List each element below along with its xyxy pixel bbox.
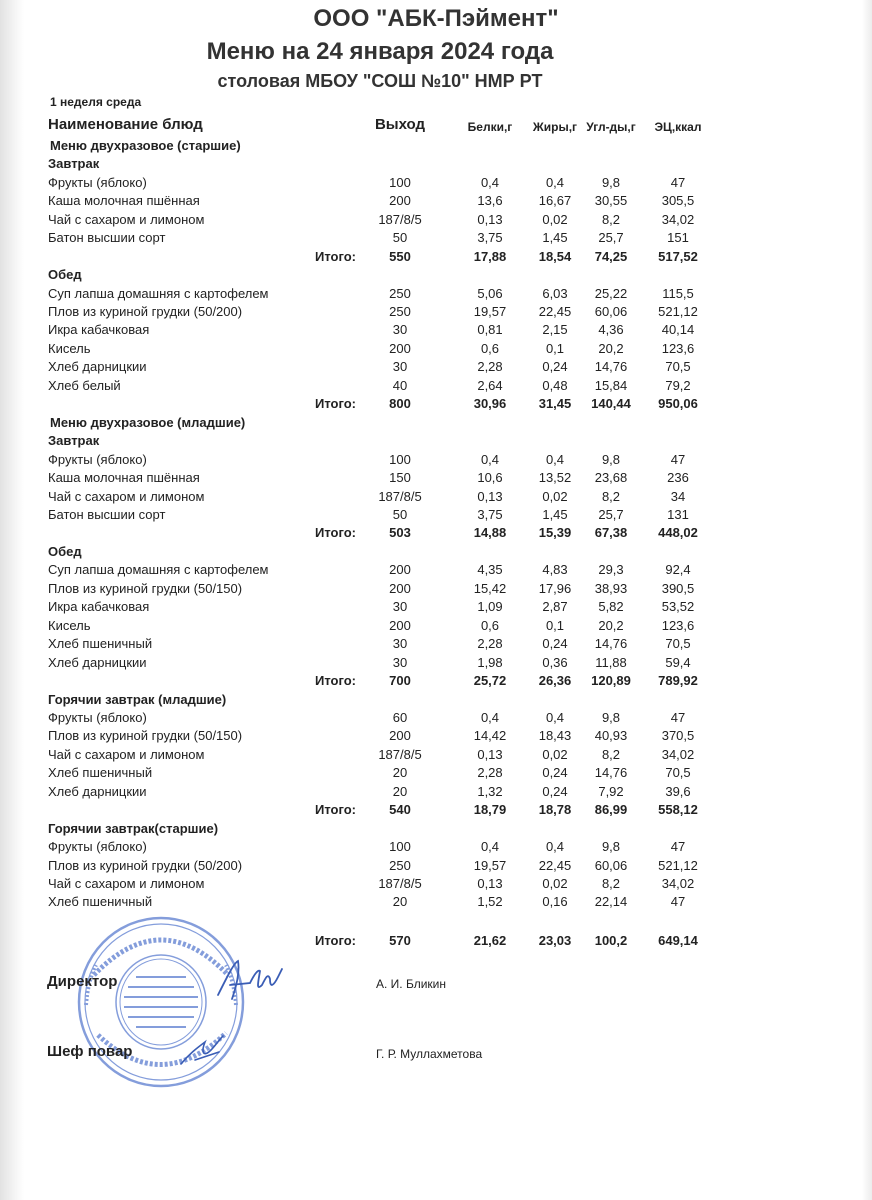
fat: 0,24: [542, 636, 568, 651]
director-title: Директор: [47, 973, 118, 990]
output: 250: [389, 858, 411, 873]
canteen-title: столовая МБОУ "СОШ №10" НМР РТ: [217, 71, 543, 91]
col-fat-header: Жиры,г: [532, 120, 578, 134]
table-row: [0, 174, 872, 192]
total-carbs: 86,99: [594, 802, 628, 817]
output: 100: [389, 452, 411, 467]
kcal: 34: [670, 489, 686, 504]
carbs: 30,55: [594, 193, 628, 208]
kcal: 521,12: [658, 304, 698, 319]
fat: 0,24: [542, 765, 568, 780]
total-output: 800: [389, 396, 411, 411]
kcal: 40,14: [661, 322, 695, 337]
fat: 1,45: [542, 230, 568, 245]
kcal: 390,5: [661, 581, 695, 596]
output: 60: [392, 710, 408, 725]
output: 20: [392, 765, 408, 780]
total-output: 540: [389, 802, 411, 817]
protein: 2,28: [477, 765, 503, 780]
kcal: 115,5: [662, 286, 694, 301]
group-title-text: Завтрак: [48, 433, 100, 448]
group-title: [0, 543, 872, 561]
fat: 0,1: [545, 618, 565, 633]
table-row: [0, 488, 872, 506]
table-row: [0, 580, 872, 598]
output: 30: [392, 359, 408, 374]
output: 100: [389, 175, 411, 190]
carbs: 11,88: [595, 655, 627, 670]
carbs: 14,76: [594, 636, 628, 651]
week-label: 1 неделя среда: [50, 95, 142, 109]
protein: 3,75: [477, 230, 503, 245]
dish-name: Суп лапша домашняя с картофелем: [48, 286, 269, 301]
kcal: 521,12: [658, 858, 698, 873]
carbs: 9,8: [601, 452, 621, 467]
col-output-header: Выход: [374, 116, 426, 133]
protein: 0,13: [477, 747, 503, 762]
carbs: 38,93: [594, 581, 628, 596]
carbs: 9,8: [601, 839, 621, 854]
col-carbs-header: Угл-ды,г: [586, 120, 636, 134]
output: 187/8/5: [378, 747, 422, 762]
kcal: 70,5: [665, 636, 691, 651]
table-row: [0, 857, 872, 875]
total-label: Итого:: [315, 933, 356, 948]
dish-name: Плов из куриной грудки (50/200): [48, 304, 243, 319]
group-title-text: Обед: [48, 544, 82, 559]
carbs: 60,06: [594, 304, 628, 319]
carbs: 5,82: [598, 599, 624, 614]
fat: 13,52: [538, 470, 572, 485]
output: 50: [392, 507, 408, 522]
total-protein: 18,79: [473, 802, 507, 817]
table-row: [0, 451, 872, 469]
total-fat: 18,78: [538, 802, 572, 817]
fat: 2,87: [542, 599, 568, 614]
group-title-text: Горячии завтрак (младшие): [48, 692, 227, 707]
dish-name: Кисель: [48, 618, 91, 633]
kcal: 70,5: [665, 359, 691, 374]
fat: 0,4: [545, 175, 565, 190]
carbs: 8,2: [601, 489, 621, 504]
dish-name: Плов из куриной грудки (50/200): [48, 858, 243, 873]
section-title: [0, 414, 872, 432]
kcal: 47: [670, 452, 686, 467]
total-carbs: 100,2: [594, 933, 628, 948]
fat: 0,02: [542, 212, 568, 227]
kcal: 53,52: [661, 599, 695, 614]
dish-name: Хлеб дарницкии: [48, 359, 147, 374]
total-carbs: 67,38: [594, 525, 628, 540]
output: 30: [392, 322, 408, 337]
company-title: ООО "АБК-Пэймент": [313, 5, 559, 32]
carbs: 40,93: [594, 728, 628, 743]
output: 200: [389, 193, 411, 208]
fat: 0,4: [545, 710, 565, 725]
total-row: [0, 248, 872, 266]
director-name: А. И. Бликин: [376, 977, 446, 991]
table-header: [0, 116, 872, 136]
output: 100: [389, 839, 411, 854]
protein: 0,4: [480, 175, 500, 190]
output: 40: [392, 378, 408, 393]
dish-name: Икра кабачковая: [48, 322, 150, 337]
total-label: Итого:: [315, 396, 356, 411]
fat: 0,24: [542, 784, 568, 799]
dish-name: Хлеб пшеничный: [48, 636, 153, 651]
table-row: [0, 746, 872, 764]
table-row: [0, 358, 872, 376]
dish-name: Фрукты (яблоко): [48, 710, 147, 725]
chef-name: Г. Р. Муллахметова: [376, 1047, 483, 1061]
total-label: Итого:: [315, 525, 356, 540]
dish-name: Суп лапша домашняя с картофелем: [48, 562, 269, 577]
total-protein: 30,96: [473, 396, 507, 411]
table-row: [0, 377, 872, 395]
carbs: 14,76: [594, 765, 628, 780]
carbs: 29,3: [598, 562, 624, 577]
table-row: [0, 469, 872, 487]
carbs: 20,2: [598, 618, 624, 633]
fat: 0,36: [542, 655, 568, 670]
kcal: 34,02: [661, 747, 695, 762]
protein: 0,81: [477, 322, 503, 337]
fat: 0,1: [545, 341, 565, 356]
kcal: 236: [667, 470, 689, 485]
total-fat: 15,39: [538, 525, 572, 540]
protein: 15,42: [473, 581, 507, 596]
carbs: 7,92: [598, 784, 624, 799]
output: 20: [392, 894, 408, 909]
kcal: 47: [670, 175, 686, 190]
dish-name: Чай с сахаром и лимоном: [48, 212, 205, 227]
output: 250: [389, 286, 411, 301]
kcal: 70,5: [665, 765, 691, 780]
carbs: 9,8: [601, 710, 621, 725]
dish-name: Фрукты (яблоко): [48, 175, 147, 190]
carbs: 8,2: [601, 747, 621, 762]
fat: 0,02: [542, 876, 568, 891]
fat: 18,43: [538, 728, 572, 743]
total-output: 570: [389, 933, 411, 948]
kcal: 34,02: [661, 876, 695, 891]
section-title-text: Меню двухразовое (младшие): [50, 415, 246, 430]
section-title: [0, 137, 872, 155]
protein: 1,32: [477, 784, 503, 799]
total-label: Итого:: [315, 802, 356, 817]
carbs: 4,36: [598, 322, 624, 337]
fat: 0,24: [542, 359, 568, 374]
dish-name: Каша молочная пшённая: [48, 193, 200, 208]
total-row: [0, 672, 872, 690]
table-row: [0, 321, 872, 339]
carbs: 22,14: [594, 894, 628, 909]
carbs: 15,84: [594, 378, 628, 393]
table-row: [0, 506, 872, 524]
table-row: [0, 192, 872, 210]
kcal: 59,4: [665, 655, 691, 670]
fat: 0,48: [542, 378, 568, 393]
carbs: 60,06: [594, 858, 628, 873]
total-output: 550: [389, 249, 411, 264]
total-row: [0, 395, 872, 413]
total-carbs: 120,89: [591, 673, 631, 688]
kcal: 92,4: [665, 562, 691, 577]
kcal: 47: [670, 894, 686, 909]
group-title: [0, 820, 872, 838]
protein: 2,64: [477, 378, 503, 393]
fat: 0,02: [542, 489, 568, 504]
carbs: 25,7: [598, 230, 624, 245]
table-row: [0, 617, 872, 635]
total-row: [0, 524, 872, 542]
kcal: 39,6: [665, 784, 691, 799]
carbs: 25,7: [598, 507, 624, 522]
kcal: 123,6: [661, 618, 695, 633]
kcal: 47: [670, 710, 686, 725]
kcal: 370,5: [661, 728, 695, 743]
dish-name: Хлеб пшеничный: [48, 894, 153, 909]
dish-name: Фрукты (яблоко): [48, 839, 147, 854]
table-row: [0, 893, 872, 911]
col-protein-header: Белки,г: [467, 120, 513, 134]
table-row: [0, 838, 872, 856]
dish-name: Каша молочная пшённая: [48, 470, 200, 485]
table-row: [0, 783, 872, 801]
protein: 1,09: [477, 599, 503, 614]
total-protein: 21,62: [473, 933, 507, 948]
protein: 0,6: [480, 618, 500, 633]
output: 187/8/5: [378, 489, 422, 504]
output: 187/8/5: [378, 876, 422, 891]
total-fat: 18,54: [538, 249, 572, 264]
group-title-text: Обед: [48, 267, 82, 282]
protein: 10,6: [477, 470, 503, 485]
total-output: 700: [389, 673, 411, 688]
protein: 5,06: [477, 286, 503, 301]
protein: 19,57: [473, 304, 507, 319]
chef-signature: [175, 1030, 235, 1070]
dish-name: Батон высшии сорт: [48, 230, 166, 245]
dish-name: Чай с сахаром и лимоном: [48, 747, 205, 762]
total-fat: 26,36: [538, 673, 572, 688]
output: 20: [392, 784, 408, 799]
fat: 1,45: [542, 507, 568, 522]
output: 200: [389, 618, 411, 633]
director-signature: [210, 955, 290, 1005]
dish-name: Хлеб дарницкии: [48, 784, 147, 799]
dish-name: Хлеб дарницкии: [48, 655, 147, 670]
total-kcal: 789,92: [658, 673, 698, 688]
protein: 4,35: [477, 562, 503, 577]
fat: 22,45: [538, 304, 572, 319]
carbs: 8,2: [601, 876, 621, 891]
table-row: [0, 229, 872, 247]
kcal: 47: [670, 839, 686, 854]
protein: 0,4: [480, 839, 500, 854]
protein: 0,4: [480, 452, 500, 467]
protein: 0,13: [477, 876, 503, 891]
total-fat: 31,45: [538, 396, 572, 411]
output: 30: [392, 636, 408, 651]
total-label: Итого:: [315, 249, 356, 264]
output: 187/8/5: [378, 212, 422, 227]
dish-name: Хлеб пшеничный: [48, 765, 153, 780]
menu-title: Меню на 24 января 2024 года: [206, 38, 554, 65]
carbs: 20,2: [598, 341, 624, 356]
total-protein: 17,88: [473, 249, 507, 264]
table-row: [0, 598, 872, 616]
table-row: [0, 764, 872, 782]
fat: 22,45: [538, 858, 572, 873]
kcal: 151: [667, 230, 689, 245]
fat: 16,67: [538, 193, 572, 208]
group-title-text: Завтрак: [48, 156, 100, 171]
dish-name: Хлеб белый: [48, 378, 121, 393]
total-kcal: 649,14: [658, 933, 698, 948]
group-title: [0, 432, 872, 450]
output: 200: [389, 728, 411, 743]
dish-name: Плов из куриной грудки (50/150): [48, 581, 243, 596]
total-row: [0, 801, 872, 819]
output: 30: [392, 655, 408, 670]
protein: 3,75: [477, 507, 503, 522]
carbs: 14,76: [594, 359, 628, 374]
protein: 0,13: [477, 489, 503, 504]
output: 200: [389, 341, 411, 356]
table-row: [0, 875, 872, 893]
total-label: Итого:: [315, 673, 356, 688]
kcal: 123,6: [661, 341, 695, 356]
total-fat: 23,03: [538, 933, 572, 948]
protein: 14,42: [473, 728, 507, 743]
group-title-text: Горячии завтрак(старшие): [48, 821, 219, 836]
dish-name: Чай с сахаром и лимоном: [48, 489, 205, 504]
col-name-header: Наименование блюд: [48, 116, 203, 133]
fat: 0,4: [545, 839, 565, 854]
total-carbs: 140,44: [591, 396, 631, 411]
fat: 2,15: [542, 322, 568, 337]
fat: 4,83: [542, 562, 568, 577]
chef-title: Шеф повар: [47, 1043, 133, 1060]
kcal: 305,5: [661, 193, 695, 208]
carbs: 8,2: [601, 212, 621, 227]
table-row: [0, 285, 872, 303]
col-kcal-header: ЭЦ,ккал: [654, 120, 702, 134]
dish-name: Плов из куриной грудки (50/150): [48, 728, 243, 743]
total-output: 503: [389, 525, 411, 540]
total-kcal: 517,52: [658, 249, 698, 264]
kcal: 131: [667, 507, 689, 522]
total-kcal: 448,02: [658, 525, 698, 540]
total-carbs: 74,25: [594, 249, 628, 264]
table-row: [0, 654, 872, 672]
output: 250: [389, 304, 411, 319]
section-title-text: Меню двухразовое (старшие): [50, 138, 241, 153]
protein: 2,28: [477, 636, 503, 651]
carbs: 25,22: [594, 286, 628, 301]
protein: 1,98: [477, 655, 503, 670]
dish-name: Чай с сахаром и лимоном: [48, 876, 205, 891]
table-row: [0, 561, 872, 579]
protein: 13,6: [477, 193, 503, 208]
output: 200: [389, 562, 411, 577]
output: 50: [392, 230, 408, 245]
total-kcal: 558,12: [658, 802, 698, 817]
table-row: [0, 340, 872, 358]
protein: 19,57: [473, 858, 507, 873]
fat: 6,03: [542, 286, 568, 301]
carbs: 23,68: [594, 470, 628, 485]
group-title: [0, 155, 872, 173]
table-row: [0, 727, 872, 745]
table-row: [0, 211, 872, 229]
output: 30: [392, 599, 408, 614]
protein: 2,28: [477, 359, 503, 374]
protein: 0,4: [480, 710, 500, 725]
protein: 0,6: [480, 341, 500, 356]
dish-name: Кисель: [48, 341, 91, 356]
carbs: 9,8: [601, 175, 621, 190]
total-protein: 25,72: [473, 673, 507, 688]
total-protein: 14,88: [473, 525, 507, 540]
fat: 0,02: [542, 747, 568, 762]
fat: 0,16: [542, 894, 568, 909]
fat: 0,4: [545, 452, 565, 467]
table-row: [0, 709, 872, 727]
protein: 1,52: [477, 894, 503, 909]
kcal: 79,2: [665, 378, 691, 393]
protein: 0,13: [477, 212, 503, 227]
output: 200: [389, 581, 411, 596]
dish-name: Батон высшии сорт: [48, 507, 166, 522]
dish-name: Икра кабачковая: [48, 599, 150, 614]
table-row: [0, 635, 872, 653]
fat: 17,96: [538, 581, 572, 596]
kcal: 34,02: [661, 212, 695, 227]
output: 150: [389, 470, 411, 485]
table-row: [0, 303, 872, 321]
group-title: [0, 266, 872, 284]
dish-name: Фрукты (яблоко): [48, 452, 147, 467]
group-title: [0, 691, 872, 709]
total-kcal: 950,06: [658, 396, 698, 411]
